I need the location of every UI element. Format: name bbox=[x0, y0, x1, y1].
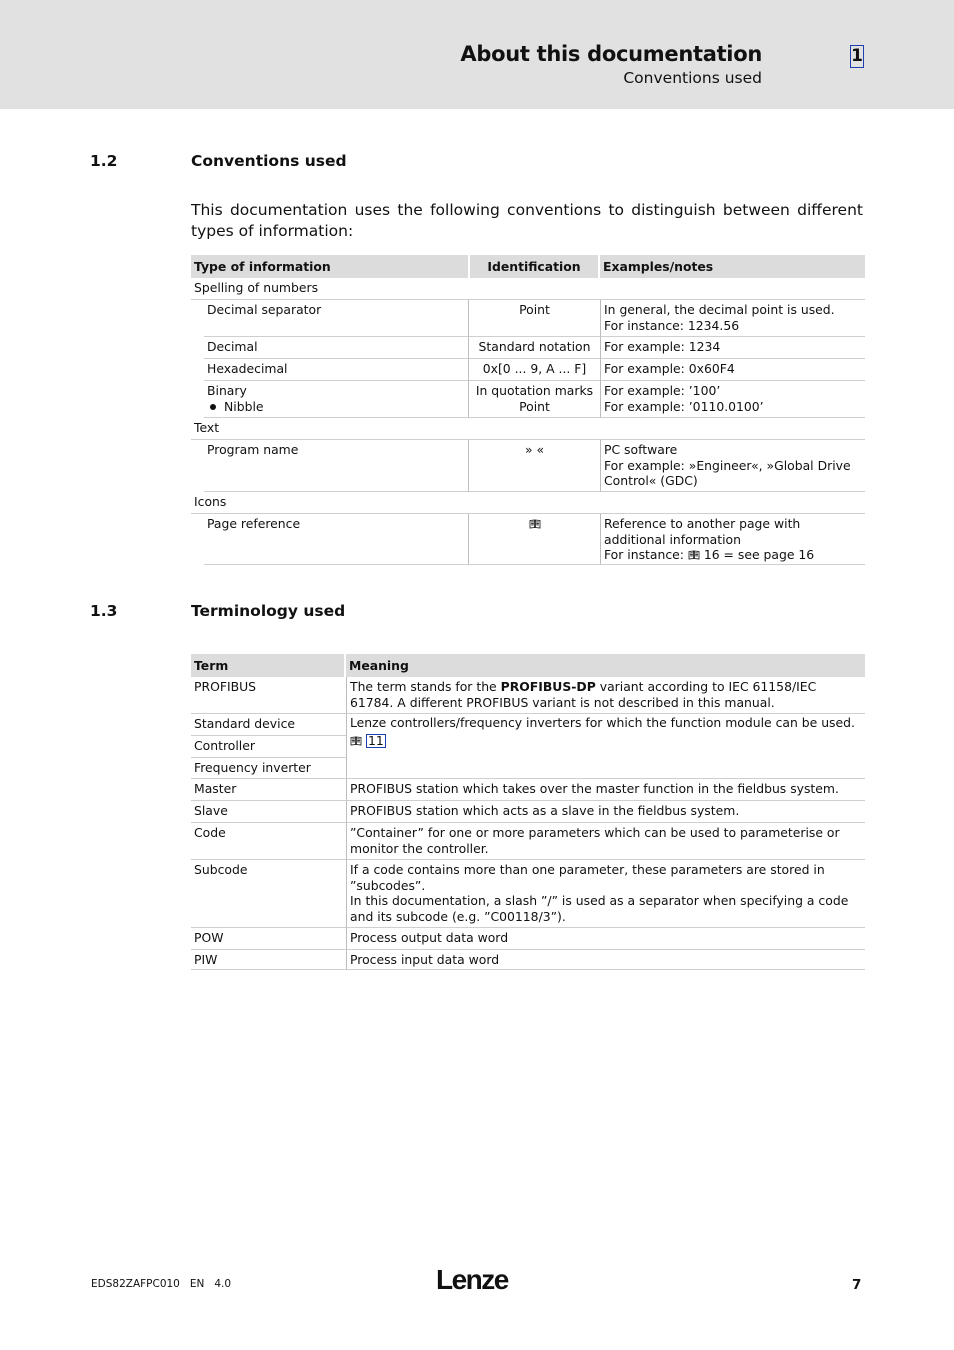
terminology-table bbox=[191, 654, 865, 970]
page-number: 7 bbox=[852, 1277, 862, 1293]
logo-text: Lenze bbox=[436, 1264, 508, 1294]
column-header: Term bbox=[191, 654, 346, 677]
term-cell: Master bbox=[191, 779, 346, 801]
table-group-row bbox=[191, 418, 865, 440]
term-cell: POW bbox=[191, 928, 346, 950]
table-row bbox=[191, 860, 865, 928]
table-header-row bbox=[191, 255, 865, 278]
meaning-text: If a code contains more than one parameter, these parameters are stored in ”subcodes”. bbox=[350, 862, 825, 893]
example-line: Reference to another page with additional information bbox=[604, 516, 801, 547]
term-cell: Standard device bbox=[191, 714, 346, 736]
example-cell bbox=[600, 300, 865, 337]
document-id: EDS82ZAFPC010 EN 4.0 bbox=[91, 1278, 232, 1290]
example-cell bbox=[600, 381, 865, 418]
example-text: For instance: bbox=[604, 547, 688, 562]
term-cell: Frequency inverter bbox=[191, 758, 346, 779]
meaning-text: In this documentation, a slash ”/” is used as a separator when specifying a code and its subcode (e.g. ”C00118/3”). bbox=[350, 893, 849, 924]
table-row bbox=[191, 514, 865, 565]
identification-cell: Point bbox=[468, 300, 600, 337]
lenze-logo bbox=[436, 1264, 516, 1294]
type-cell: Page reference bbox=[204, 514, 468, 565]
group-label: Icons bbox=[194, 494, 227, 509]
identification-cell: » « bbox=[468, 440, 600, 492]
meaning-cell: Process input data word bbox=[346, 950, 865, 970]
table-row bbox=[191, 928, 865, 950]
page-subtitle: Conventions used bbox=[623, 69, 762, 87]
example-cell bbox=[600, 514, 865, 565]
example-line: In general, the decimal point is used. bbox=[604, 302, 835, 317]
book-icon bbox=[350, 736, 362, 746]
identification-cell: Standard notation bbox=[468, 337, 600, 359]
identification-line: In quotation marks bbox=[475, 383, 594, 398]
section-title: Conventions used bbox=[191, 152, 347, 170]
table-row bbox=[191, 823, 865, 860]
meaning-cell: ”Container” for one or more parameters which can be used to parameterise or monitor the controller. bbox=[346, 823, 865, 860]
page-title: About this documentation bbox=[460, 42, 762, 66]
example-line bbox=[604, 547, 862, 563]
type-line-bulleted bbox=[207, 399, 465, 415]
section-number: 1.2 bbox=[90, 152, 118, 170]
group-label: Text bbox=[194, 420, 220, 435]
conventions-table bbox=[191, 255, 865, 565]
section-number: 1.3 bbox=[90, 602, 118, 620]
meaning-cell bbox=[346, 714, 865, 779]
type-cell bbox=[204, 381, 468, 418]
type-cell: Program name bbox=[204, 440, 468, 492]
example-line: For example: »Engineer«, »Global Drive Control« (GDC) bbox=[604, 457, 851, 488]
chapter-number-link[interactable]: 1 bbox=[851, 46, 863, 66]
table-row bbox=[191, 950, 865, 970]
table-row bbox=[191, 779, 865, 801]
type-cell: Decimal bbox=[204, 337, 468, 359]
meaning-cell: PROFIBUS station which acts as a slave in the fieldbus system. bbox=[346, 801, 865, 823]
type-line: Binary bbox=[207, 383, 247, 398]
example-text: 16 = see page 16 bbox=[699, 547, 815, 562]
meaning-bold: PROFIBUS-DP bbox=[500, 679, 596, 694]
table-row bbox=[191, 440, 865, 492]
column-header: Examples/notes bbox=[603, 259, 714, 274]
group-label: Spelling of numbers bbox=[194, 280, 319, 295]
type-cell: Decimal separator bbox=[204, 300, 468, 337]
identification-cell: 0x[0 ... 9, A ... F] bbox=[468, 359, 600, 381]
identification-cell bbox=[468, 514, 600, 565]
example-line: For example: ’0110.0100’ bbox=[604, 398, 764, 414]
table-row bbox=[191, 381, 865, 418]
table-group-row bbox=[191, 278, 865, 300]
intro-paragraph: This documentation uses the following conventions to distinguish between different types of information: bbox=[191, 201, 863, 240]
column-header: Type of information bbox=[194, 259, 331, 274]
table-group-row bbox=[191, 492, 865, 514]
example-line: For example: ’100’ bbox=[604, 383, 721, 398]
book-icon bbox=[529, 519, 541, 529]
meaning-text: variant according to IEC 61158/IEC 61784. A different PROFIBUS variant is not described in this manual. bbox=[350, 679, 817, 710]
page-ref-line bbox=[350, 733, 862, 749]
table-row-group bbox=[191, 714, 865, 779]
term-cell: Slave bbox=[191, 801, 346, 823]
term-cell: Controller bbox=[191, 736, 346, 758]
table-row bbox=[191, 359, 865, 381]
type-cell: Hexadecimal bbox=[204, 359, 468, 381]
identification-line: Point bbox=[519, 398, 550, 414]
meaning-cell bbox=[346, 677, 865, 714]
table-row bbox=[191, 337, 865, 359]
table-row bbox=[191, 300, 865, 337]
bullet-icon bbox=[210, 404, 216, 410]
header-band bbox=[0, 0, 954, 109]
column-header: Meaning bbox=[349, 658, 409, 673]
table-row bbox=[191, 677, 865, 714]
meaning-text: The term stands for the bbox=[350, 679, 501, 694]
meaning-cell: Process output data word bbox=[346, 928, 865, 950]
example-cell bbox=[600, 440, 865, 492]
example-cell: For example: 0x60F4 bbox=[600, 359, 865, 381]
type-line: Nibble bbox=[224, 398, 264, 414]
table-header-row bbox=[191, 654, 865, 677]
example-cell: For example: 1234 bbox=[600, 337, 865, 359]
meaning-text: Lenze controllers/frequency inverters for which the function module can be used. bbox=[350, 715, 855, 730]
book-icon bbox=[688, 550, 700, 560]
section-title: Terminology used bbox=[191, 602, 346, 620]
example-line: PC software bbox=[604, 442, 678, 457]
column-header: Identification bbox=[468, 255, 600, 278]
identification-cell bbox=[468, 381, 600, 418]
meaning-cell bbox=[346, 860, 865, 928]
term-cell: Code bbox=[191, 823, 346, 860]
page-reference-link[interactable]: 11 bbox=[367, 732, 384, 748]
term-cell: Subcode bbox=[191, 860, 346, 928]
term-cell: PROFIBUS bbox=[191, 677, 346, 714]
example-line: For instance: 1234.56 bbox=[604, 317, 740, 333]
term-cell: PIW bbox=[191, 950, 346, 970]
meaning-cell: PROFIBUS station which takes over the master function in the fieldbus system. bbox=[346, 779, 865, 801]
table-row bbox=[191, 801, 865, 823]
